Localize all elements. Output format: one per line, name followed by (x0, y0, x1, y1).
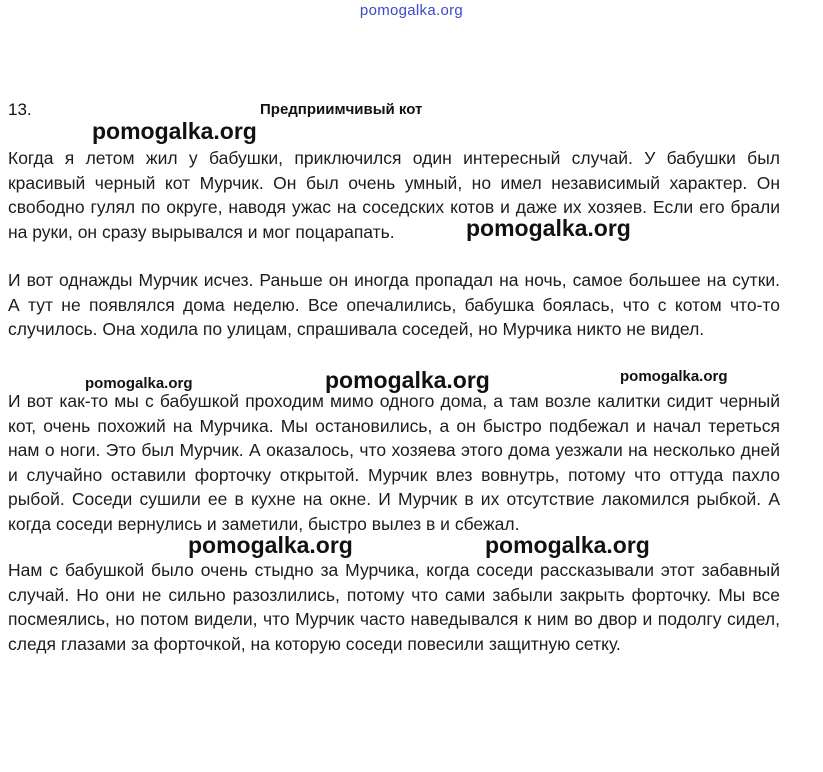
paragraph-2: И вот однажды Мурчик исчез. Раньше он иногда пропадал на ночь, самое большее на сутки. А тут не появлялся дома неделю. Все опечалились, бабушка боялась, что с котом что-то случилось. Она ходила по улицам, спрашивала соседей, но Мурчика никто не видел. (8, 270, 780, 339)
watermark-text: pomogalka.org (92, 118, 257, 144)
exercise-number: 13. (8, 100, 32, 119)
watermark-text: pomogalka.org (325, 367, 490, 393)
document-title: Предприимчивый кот (260, 101, 423, 118)
watermark-text: pomogalka.org (85, 375, 193, 392)
site-watermark-top: pomogalka.org (359, 2, 464, 19)
paragraph-1: Когда я летом жил у бабушки, приключился один интересный случай. У бабушки был красивый черный кот Мурчик. Он был очень умный, но имел независимый характер. Он свободно гулял по округе, наводя ужас на соседских котов и даже их хозяев. Если его брали на руки, он сразу вырывался и мог поцарапать. (8, 148, 780, 242)
watermark-text: pomogalka.org (466, 215, 631, 241)
paragraph-4: Нам с бабушкой было очень стыдно за Мурчика, когда соседи рассказывали этот забавный случай. Но они не сильно разозлились, потому что сами забыли закрыть форточку. Мы все посмеялись, но потом видели, что Мурчик часто наведывался к ним во двор и подолгу сидел, следя глазами за форточкой, на которую соседи повесили защитную сетку. (8, 560, 780, 654)
watermark-text: pomogalka.org (620, 368, 728, 385)
watermark-text: pomogalka.org (485, 532, 650, 558)
watermark-text: pomogalka.org (188, 532, 353, 558)
paragraph-3: И вот как-то мы с бабушкой проходим мимо одного дома, а там возле калитки сидит черный кот, очень похожий на Мурчика. Мы остановились, а он быстро подбежал и начал тереться нам о ноги. Это был Мурчик. А оказалось, что хозяева этого дома уезжали на несколько дней и случайно оставили форточку открытой. Мурчик влез вовнутрь, потому что оттуда пахло рыбой. Соседи сушили ее в кухне на окне. И Мурчик в их отсутствие лакомился рыбкой. А когда соседи вернулись и заметили, быстро вылез в и сбежал. (8, 391, 780, 534)
